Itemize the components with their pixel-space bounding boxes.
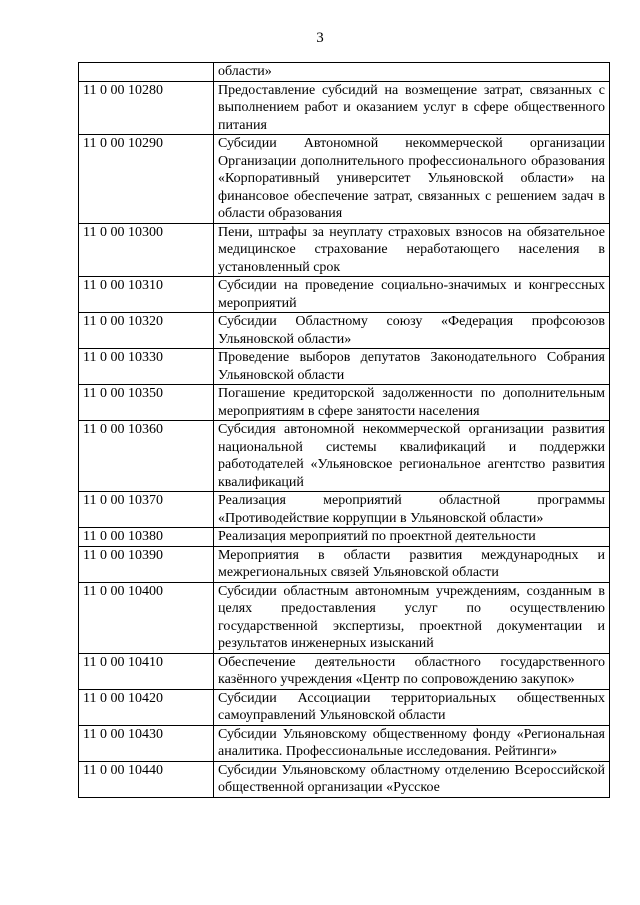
code-cell: 11 0 00 10360	[79, 421, 214, 492]
code-cell: 11 0 00 10300	[79, 223, 214, 277]
code-cell: 11 0 00 10440	[79, 761, 214, 797]
code-cell: 11 0 00 10370	[79, 492, 214, 528]
table-row	[79, 349, 610, 385]
budget-codes-table	[78, 62, 610, 798]
description-cell: Погашение кредиторской задолженности по дополнительным мероприятиям в сфере занятости населения	[214, 385, 610, 421]
description-cell: Пени, штрафы за неуплату страховых взносов на обязательное медицинское страхование неработающего населения в установленный срок	[214, 223, 610, 277]
code-cell: 11 0 00 10330	[79, 349, 214, 385]
code-cell: 11 0 00 10390	[79, 546, 214, 582]
description-cell: Субсидии Ассоциации территориальных общественных самоуправлений Ульяновской области	[214, 689, 610, 725]
table-row	[79, 653, 610, 689]
code-cell	[79, 63, 214, 82]
description-cell: Субсидии Ульяновскому областному отделению Всероссийской общественной организации «Русское	[214, 761, 610, 797]
code-cell: 11 0 00 10320	[79, 313, 214, 349]
description-cell: Субсидии Областному союзу «Федерация профсоюзов Ульяновской области»	[214, 313, 610, 349]
description-cell: Обеспечение деятельности областного государственного казённого учреждения «Центр по сопровождению закупок»	[214, 653, 610, 689]
table-row	[79, 492, 610, 528]
code-cell: 11 0 00 10420	[79, 689, 214, 725]
description-cell: области»	[214, 63, 610, 82]
description-cell: Реализация мероприятий по проектной деятельности	[214, 528, 610, 547]
table-row	[79, 81, 610, 135]
table-row	[79, 223, 610, 277]
table-row	[79, 725, 610, 761]
code-cell: 11 0 00 10380	[79, 528, 214, 547]
table-row	[79, 277, 610, 313]
table-row	[79, 528, 610, 547]
code-cell: 11 0 00 10310	[79, 277, 214, 313]
table-row	[79, 135, 610, 224]
description-cell: Предоставление субсидий на возмещение затрат, связанных с выполнением работ и оказанием услуг в сфере общественного питания	[214, 81, 610, 135]
code-cell: 11 0 00 10280	[79, 81, 214, 135]
code-cell: 11 0 00 10290	[79, 135, 214, 224]
code-cell: 11 0 00 10350	[79, 385, 214, 421]
page-number: 3	[316, 30, 324, 46]
table-row	[79, 582, 610, 653]
description-cell: Субсидии Автономной некоммерческой организации Организации дополнительного профессионального образования «Корпоративный университет Ульяновской области» на финансовое обеспечение затрат, связанных с решением задач в области образования	[214, 135, 610, 224]
code-cell: 11 0 00 10430	[79, 725, 214, 761]
table-row	[79, 546, 610, 582]
description-cell: Субсидии областным автономным учреждениям, созданным в целях предоставления услуг по осуществлению государственной экспертизы, проектной документации и результатов инженерных изысканий	[214, 582, 610, 653]
code-cell: 11 0 00 10400	[79, 582, 214, 653]
description-cell: Субсидия автономной некоммерческой организации развития национальной системы квалификаций и поддержки работодателей «Ульяновское региональное агентство развития квалификаций	[214, 421, 610, 492]
table-row	[79, 689, 610, 725]
description-cell: Субсидии на проведение социально-значимых и конгрессных мероприятий	[214, 277, 610, 313]
table-row	[79, 63, 610, 82]
table-row	[79, 313, 610, 349]
code-cell: 11 0 00 10410	[79, 653, 214, 689]
table-row	[79, 385, 610, 421]
description-cell: Проведение выборов депутатов Законодательного Собрания Ульяновской области	[214, 349, 610, 385]
table-row	[79, 421, 610, 492]
description-cell: Реализация мероприятий областной программы «Противодействие коррупции в Ульяновской области»	[214, 492, 610, 528]
description-cell: Мероприятия в области развития международных и межрегиональных связей Ульяновской области	[214, 546, 610, 582]
description-cell: Субсидии Ульяновскому общественному фонду «Региональная аналитика. Профессиональные исследования. Рейтинги»	[214, 725, 610, 761]
table-row	[79, 761, 610, 797]
